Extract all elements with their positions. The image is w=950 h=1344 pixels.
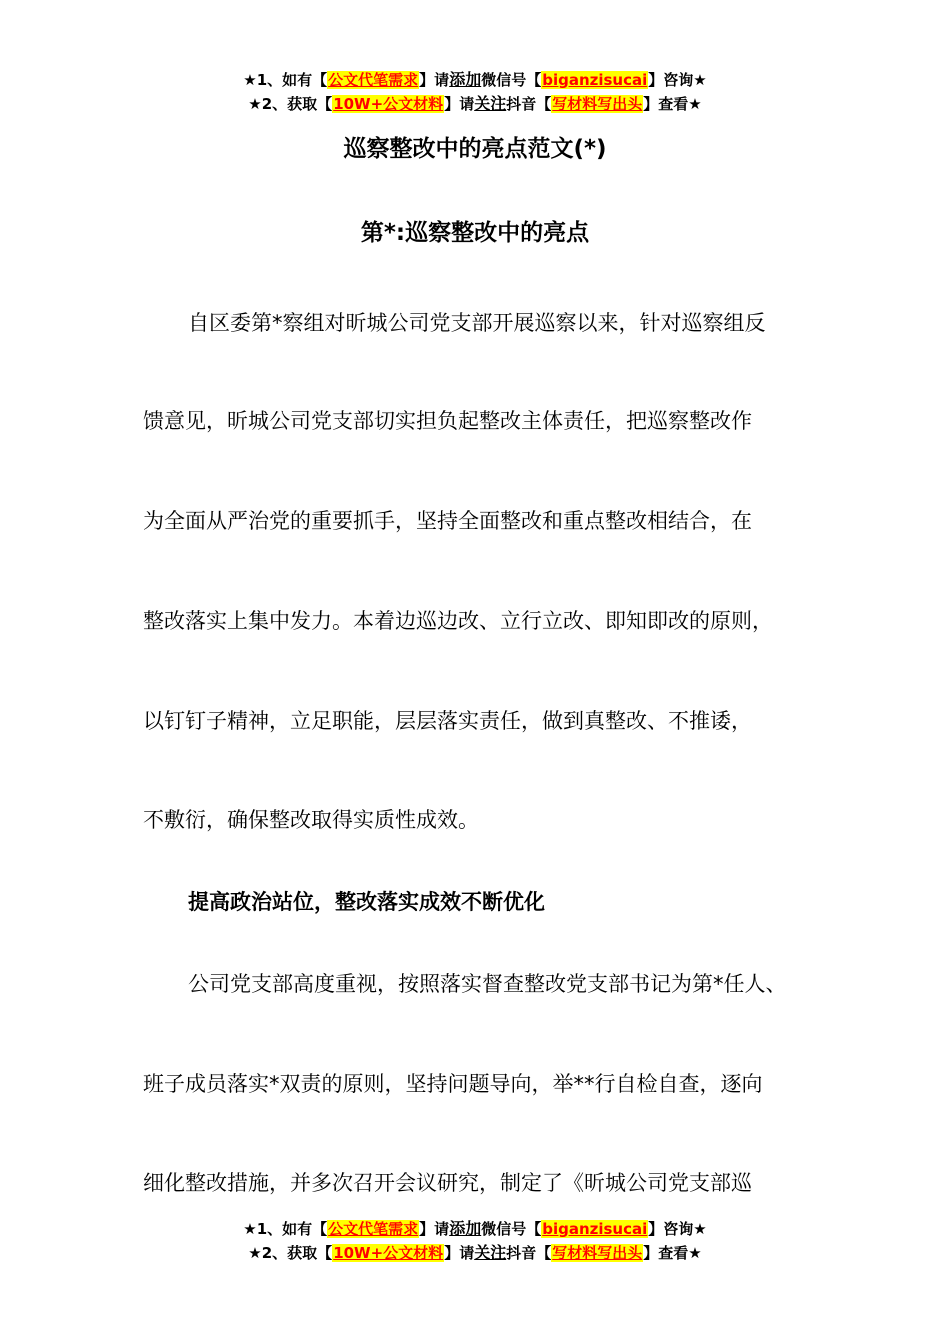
section-heading: 提高政治站位，整改落实成效不断优化 xyxy=(188,890,545,914)
banner-line-1: ★1、如有【公文代笔需求】请添加微信号【biganzisucai】咨询★ xyxy=(243,70,707,89)
douyin-id: 写材料写出头 xyxy=(552,1244,643,1262)
paragraph-line: 自区委第*察组对昕城公司党支部开展巡察以来，针对巡察组反 xyxy=(188,311,766,335)
paragraph-line: 公司党支部高度重视，按照落实督查整改党支部书记为第*任人、 xyxy=(188,972,787,996)
service-highlight: 公文代笔需求 xyxy=(328,1220,419,1238)
paragraph-line: 以钉钉子精神，立足职能，层层落实责任，做到真整改、不推诿， xyxy=(143,709,752,733)
douyin-id: 写材料写出头 xyxy=(552,95,643,113)
header-banner xyxy=(0,68,950,116)
follow-emphasis: 关注 xyxy=(474,94,507,113)
paragraph-line: 细化整改措施，并多次召开会议研究，制定了《昕城公司党支部巡 xyxy=(143,1171,752,1195)
paragraph-line: 整改落实上集中发力。本着边巡边改、立行立改、即知即改的原则， xyxy=(143,609,773,633)
banner-line-1: ★1、如有【公文代笔需求】请添加微信号【biganzisucai】咨询★ xyxy=(243,1219,707,1238)
wechat-id: biganzisucai xyxy=(542,71,648,89)
document-subtitle: 第*:巡察整改中的亮点 xyxy=(360,220,590,246)
paragraph-line: 为全面从严治党的重要抓手，坚持全面整改和重点整改相结合，在 xyxy=(143,509,752,533)
footer-banner xyxy=(0,1217,950,1265)
add-emphasis: 添加 xyxy=(449,1219,482,1238)
paragraph-line: 不敷衍，确保整改取得实质性成效。 xyxy=(143,808,479,832)
document-title: 巡察整改中的亮点范文(*) xyxy=(343,136,607,162)
paragraph-line: 班子成员落实*双责的原则，坚持问题导向，举**行自检自查，逐向 xyxy=(143,1072,763,1096)
service-highlight: 公文代笔需求 xyxy=(328,71,419,89)
add-emphasis: 添加 xyxy=(449,70,482,89)
follow-emphasis: 关注 xyxy=(474,1243,507,1262)
materials-highlight: 10W+公文材料 xyxy=(333,95,444,113)
paragraph-line: 馈意见，昕城公司党支部切实担负起整改主体责任，把巡察整改作 xyxy=(143,409,752,433)
materials-highlight: 10W+公文材料 xyxy=(333,1244,444,1262)
banner-line-2: ★2、获取【10W+公文材料】请关注抖音【写材料写出头】查看★ xyxy=(248,94,702,113)
banner-line-2: ★2、获取【10W+公文材料】请关注抖音【写材料写出头】查看★ xyxy=(248,1243,702,1262)
wechat-id: biganzisucai xyxy=(542,1220,648,1238)
